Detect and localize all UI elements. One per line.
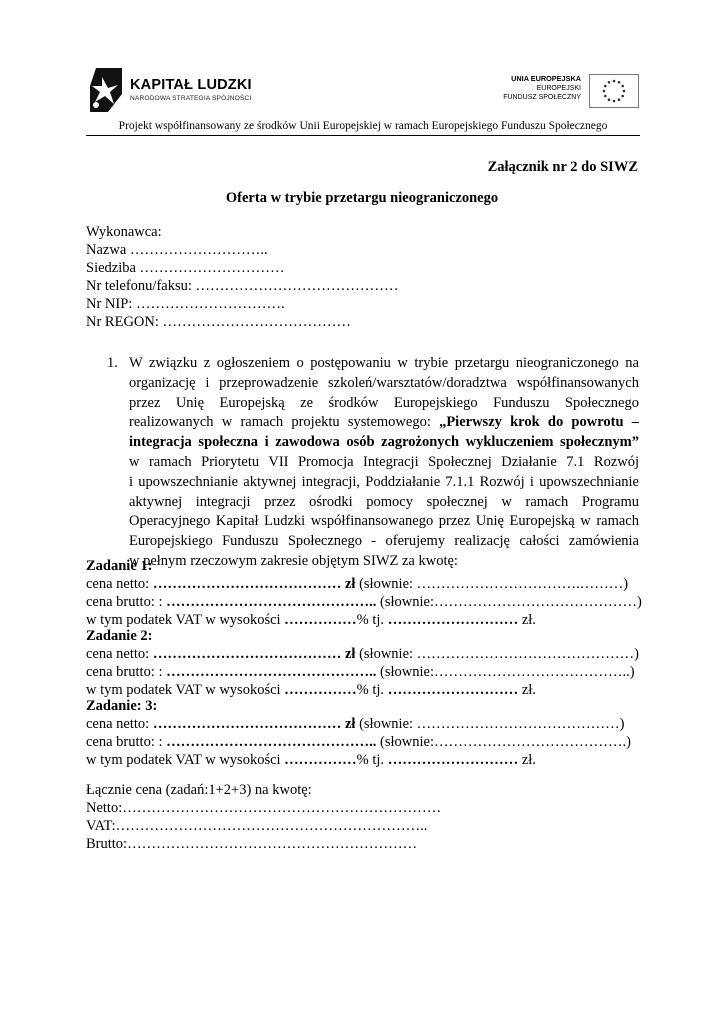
attachment-label: Załącznik nr 2 do SIWZ (487, 159, 638, 175)
contractor-phone-field: Nr telefonu/faksu: …………………………………… (86, 278, 399, 294)
total-net-field: Netto:………………………………………………………… (86, 800, 442, 816)
point-number: 1. (107, 355, 118, 371)
total-gross-field: Brutto:…………………………………………………… (86, 836, 418, 852)
logo-left-title: KAPITAŁ LUDZKI (130, 77, 252, 93)
eu-logo-line1: UNIA EUROPEJSKA (511, 74, 581, 83)
contractor-regon-field: Nr REGON: ………………………………… (86, 314, 352, 330)
task-2-gross-price: cena brutto: : …………………………………….. (słownie:…………………………………..) (86, 664, 635, 680)
paragraph-line: w ramach Priorytetu VII Promocja Integracji Społecznej Działanie 7.1 Rozwój (129, 453, 639, 470)
eu-flag-icon (589, 74, 639, 108)
task-3-vat: w tym podatek VAT w wysokości ……………% tj. ……………………… zł. (86, 752, 536, 768)
task-2-net-price: cena netto: ………………………………… zł (słownie: ………………………………………) (86, 646, 639, 662)
eu-logo (499, 74, 639, 108)
logo-left-subtitle: NARODOWA STRATEGIA SPÓJNOŚCI (130, 95, 252, 102)
task-3-gross-price: cena brutto: : …………………………………….. (słownie:………………………………….) (86, 734, 631, 750)
eu-logo-line2: EUROPEJSKI (536, 84, 581, 92)
contractor-heading: Wykonawca: (86, 224, 162, 240)
task-1-gross-price: cena brutto: : …………………………………….. (słownie:……………………………………) (86, 594, 642, 610)
total-vat-field: VAT:……………………………………………………….. (86, 818, 428, 834)
kapital-ludzki-logo (88, 68, 258, 114)
task-3-net-price: cena netto: ………………………………… zł (słownie: ……………………………………) (86, 716, 625, 732)
task-1-vat: w tym podatek VAT w wysokości ……………% tj. ……………………… zł. (86, 612, 536, 628)
document-title: Oferta w trybie przetargu nieograniczonego (225, 190, 499, 206)
task-3-title: Zadanie: 3: (86, 698, 158, 714)
paragraph-line: przez Unię Europejską ze środków Europejskiego Funduszu Społecznego (129, 394, 639, 411)
paragraph-line: aktywnej integracji przez ośrodki pomocy społecznej w ramach Programu (129, 493, 639, 510)
paragraph-line: organizację i przeprowadzenie szkoleń/warsztatów/doradztwa współfinansowanych (129, 374, 639, 391)
project-cofinancing-note: Projekt współfinansowany ze środków Unii Europejskiej w ramach Europejskiego Funduszu Społecznego (118, 120, 608, 132)
paragraph-line: w pełnym rzeczowym zakresie objętym SIWZ za kwotę: (129, 552, 458, 569)
task-2-title: Zadanie 2: (86, 628, 153, 644)
kapital-ludzki-emblem-icon (88, 68, 124, 112)
point-1-paragraph (129, 354, 639, 572)
eu-logo-text (503, 74, 581, 103)
contractor-seat-field: Siedziba ………………………… (86, 260, 285, 276)
contractor-name-field: Nazwa ……………………….. (86, 242, 268, 258)
paragraph-line: Operacyjnego Kapitał Ludzki współfinansowanego przez Unię Europejską w ramach (129, 513, 639, 530)
task-1-net-price: cena netto: ………………………………… zł (słownie: …………………………….………) (86, 576, 629, 592)
task-2-vat: w tym podatek VAT w wysokości ……………% tj. ……………………… zł. (86, 682, 536, 698)
paragraph-line: W związku z ogłoszeniem o postępowaniu w trybie przetargu nieograniczonego na (129, 355, 639, 371)
paragraph-line: realizowanych w ramach projektu systemowego: „Pierwszy krok do powrotu – (129, 414, 639, 431)
paragraph-line: Europejskiego Funduszu Społecznego - oferujemy realizację całości zamówienia (129, 533, 639, 550)
contractor-nip-field: Nr NIP: …………………………. (86, 296, 285, 312)
task-1-title: Zadanie 1: (86, 558, 153, 574)
eu-logo-line3: FUNDUSZ SPOŁECZNY (503, 94, 581, 101)
total-heading: Łącznie cena (zadań:1+2+3) na kwotę: (86, 782, 312, 798)
paragraph-line: integracja społeczna i zawodowa osób zagrożonych wykluczeniem społecznym” (129, 434, 639, 451)
header-divider (86, 135, 640, 136)
paragraph-line: i upowszechnianie aktywnej integracji, Poddziałanie 7.1.1 Rozwój i upowszechnianie (129, 473, 639, 490)
